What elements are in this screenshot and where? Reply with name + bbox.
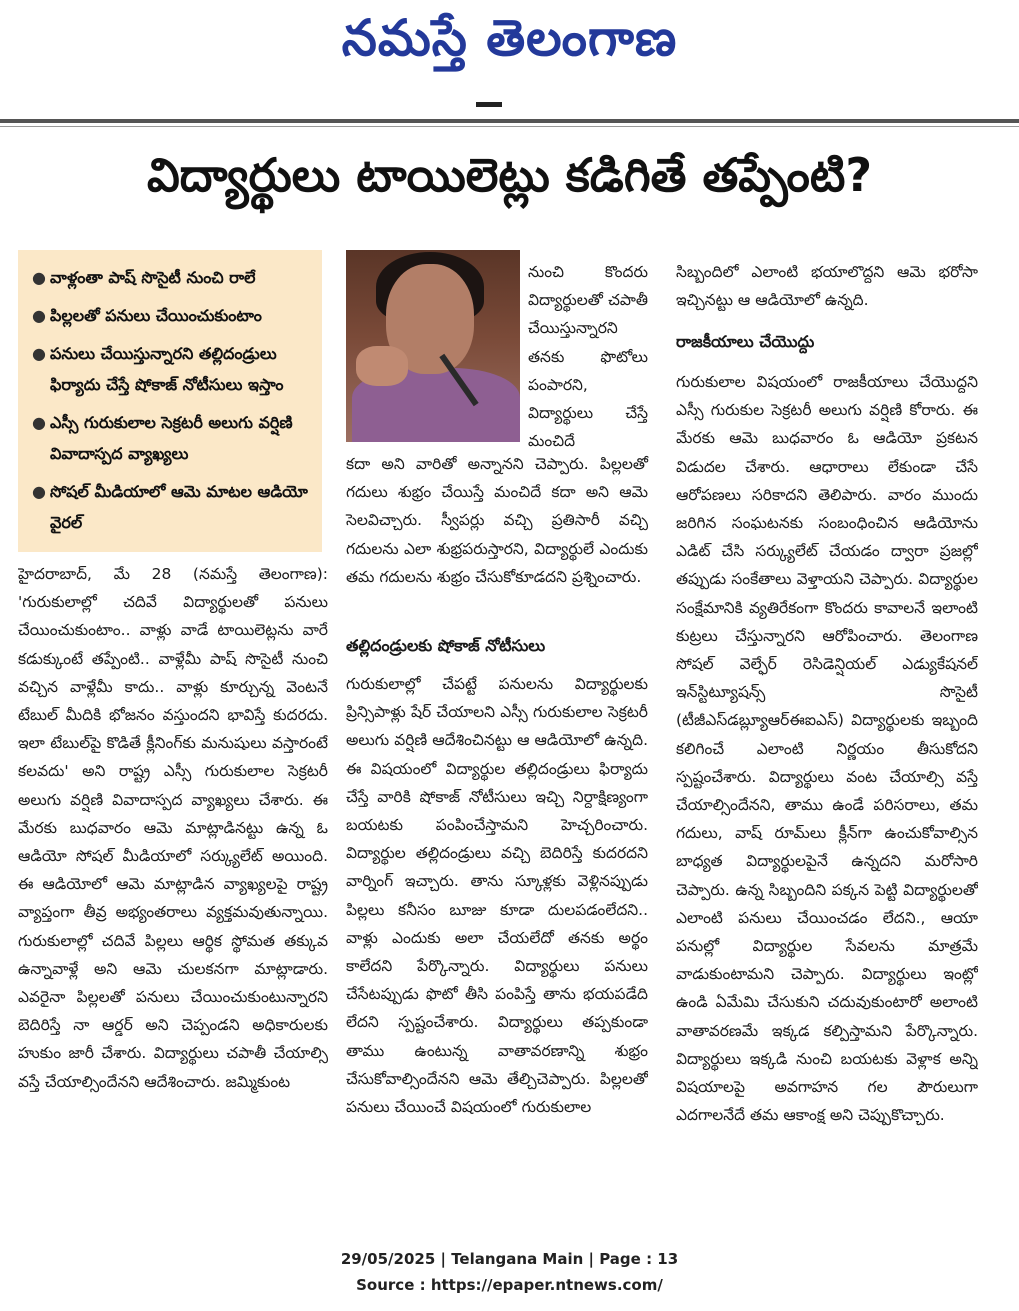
column-3-body: గురుకులాల విషయంలో రాజకీయాలు చేయొద్దని ఎస్సీ గురుకుల సెక్రటరీ అలుగు వర్షిణి కోరారు. ఈ మేరకు ఆమె బుధవారం ఓ ఆడియో ప్రకటన విడుదల చేశారు. ఆధారాలు లేకుండా చేసే ఆరోపణలు సరికాదని తెలిపారు. వారం ముందు జరిగిన సంఘటనకు సంబంధించిన ఆడియోను ఎడిట్ చేసి సర్క్యులేట్ చేయడం ద్వారా ప్రజల్లో తప్పుడు సంకేతాలు వెళ్తాయని చెప్పారు. విద్యార్థుల సంక్షేమానికి వ్యతిరేకంగా కొందరు కావాలనే ఇలాంటి కుట్రలు చేస్తున్నారని ఆరోపించారు. తెలంగాణ సోషల్ వెల్ఫేర్ రెసిడెన్షియల్ ఎడ్యుకేషనల్ ఇన్‌స్టిట్యూషన్స్ సొసైటీ (టీజీఎస్‌డబ్ల్యూఆర్‌ఈఐఎస్) విద్యార్థులకు ఇబ్బంది కలిగించే ఎలాంటి నిర్ణయం తీసుకోదని స్పష్టంచేశారు. విద్యార్థులు వంట చేయాల్సి వస్తే చేయాల్సిందేనని, తాము ఉండే పరిసరాలు, తమ గదులు, వాష్ రూమ్‌లు క్లీన్‌గా ఉంచుకోవాల్సిన బాధ్యత విద్యార్థులపైనే ఉన్నదని మరోసారి చెప్పారు. ఉన్న సిబ్బందిని పక్కన పెట్టి విద్యార్థులతో ఎలాంటి పనులు చేయించడం లేదని., ఆయా పనుల్లో విద్యార్థుల సేవలను మాత్రమే వాడుకుంటామని చెప్పారు. విద్యార్థులు ఇంట్లో ఉండి ఏమేమి చేసుకుని చదువుకుంటారో అలాంటి వాతావరణమే ఇక్కడ కల్పిస్తామని పేర్కొన్నారు. విద్యార్థులు ఇక్కడి నుంచి బయటకు వెళ్లాక అన్ని విషయాలపై అవగాహన గల పౌరులుగా ఎదగాలనేదే తమ ఆకాంక్ష అని చెప్పుకొచ్చారు.: [676, 373, 978, 1125]
masthead-rule: [0, 119, 1019, 123]
column-2-subheading: తల్లిదండ్రులకు షోకాజ్ నోటీసులు: [346, 636, 546, 655]
footer-date-page: 29/05/2025 | Telangana Main | Page : 13: [340, 1250, 679, 1268]
bullet-icon: ●: [32, 482, 46, 501]
masthead: [0, 0, 1019, 128]
highlight-item: ● ఎస్సీ గురుకులాల సెక్రటరీ అలుగు వర్షిణి వివాదాస్పద వ్యాఖ్యలు: [30, 407, 312, 469]
bullet-icon: ●: [32, 268, 46, 287]
highlight-item: ● పిల్లలతో పనులు చేయించుకుంటాం: [30, 300, 312, 331]
highlights-box: [18, 250, 322, 552]
column-3-subheading: రాజకీయాలు చేయొద్దు: [676, 332, 815, 351]
highlight-item: ● పనులు చేయిస్తున్నారని తల్లిదండ్రులు ఫిర్యాదు చేస్తే షోకాజ్ నోటీసులు ఇస్తాం: [30, 338, 312, 400]
footer: [0, 1246, 1019, 1298]
column-1-body: హైదరాబాద్, మే 28 (నమస్తే తెలంగాణ): 'గురుకులాల్లో చదివే విద్యార్థులతో పనులు చేయించుకుంటాం.. వాళ్లు వాడే టాయిలెట్లను వారే కడుక్కుంటే తప్పేంటి.. వాళ్లేమీ పాష్ సొసైటీ నుంచి వచ్చిన వాళ్లేమీ కాదు.. వాళ్లు కూర్చున్న వెంటనే టేబుల్ మీదికి భోజనం వస్తుందని భావిస్తే కుదరదు. ఇలా టేబుల్‌పై కొడితే క్లీనింగ్‌కు మనుషులు వస్తారంటే కలవదు' అని రాష్ట్ర ఎస్సీ గురుకులాల సెక్రటరీ అలుగు వర్షిణి వివాదాస్పద వ్యాఖ్యలు చేశారు. ఈ మేరకు బుధవారం ఆమె మాట్లాడినట్టు ఉన్న ఓ ఆడియో సోషల్ మీడియాలో సర్క్యులేట్ అయింది. ఈ ఆడియోలో ఆమె మాట్లాడిన వ్యాఖ్యలపై రాష్ట్ర వ్యాప్తంగా తీవ్ర అభ్యంతరాలు వ్యక్తమవుతున్నాయి. గురుకులాల్లో చదివే పిల్లలు ఆర్థిక స్థోమత తక్కువ ఉన్నావాళ్లే అని ఆమె చులకనగా మాట్లాడారు. ఎవరైనా పిల్లలతో పనులు చేయించుకుంటున్నారని బెదిరిస్తే నా ఆర్డర్ అని చెప్పండని అధికారులకు హుకుం జారీ చేశారు. విద్యార్థులు చపాతీ చేయాల్సి వస్తే చేయాల్సిందేనని ఆదేశించారు. జమ్మికుంట: [18, 565, 328, 1091]
masthead-rule-thin: [0, 126, 1019, 127]
article-headline: విద్యార్థులు టాయిలెట్లు కడిగితే తప్పేంటి?: [146, 148, 873, 202]
column-2-top-text: నుంచి కొందరు విద్యార్థులతో చపాతీ చేయిస్తున్నారని తనకు ఫొటోలు పంపారని, విద్యార్థులు చేస్తే మంచిదే: [528, 263, 648, 451]
column-3-top-text: సిబ్బందిలో ఎలాంటి భయాలొద్దని ఆమె భరోసా ఇచ్చినట్టు ఆ ఆడియోలో ఉన్నది.: [676, 263, 978, 310]
bullet-icon: ●: [32, 413, 46, 432]
bullet-icon: ●: [32, 344, 46, 363]
column-2-body: గురుకులాల్లో చేపట్టే పనులను విద్యార్థులకు ప్రిన్సిపాళ్లు షేర్ చేయాలని ఎస్సీ గురుకులాల సెక్రటరీ అలుగు వర్షిణి ఆదేశించినట్టు ఆ ఆడియోలో ఉన్నది. ఈ విషయంలో విద్యార్థుల తల్లిదండ్రులు ఫిర్యాదు చేస్తే వారికి షోకాజ్ నోటీసులు ఇచ్చి నిర్దాక్షిణ్యంగా బయటకు పంపించేస్తామని హెచ్చరించారు. విద్యార్థుల తల్లిదండ్రులు వచ్చి బెదిరిస్తే కుదరదని వార్నింగ్ ఇచ్చారు. తాను స్కూళ్లకు వెళ్లినప్పుడు పిల్లలు కనీసం బూజు కూడా దులపడంలేదని.. వాళ్లు ఎందుకు అలా చేయలేదో తనకు అర్థం కాలేదని పేర్కొన్నారు. విద్యార్థులు పనులు చేసేటప్పుడు ఫొటో తీసి పంపిస్తే తాను భయపడేది లేదని స్పష్టంచేశారు. విద్యార్థులు తప్పకుండా తాము ఉంటున్న వాతావరణాన్ని శుభ్రం చేసుకోవాల్సిందేనని ఆమె తేల్చిచెప్పారు. పిల్లలతో పనులు చేయించే విషయంలో గురుకులాల: [346, 675, 648, 1117]
column-2-text: కదా అని వారితో అన్నానని చెప్పారు. పిల్లలతో గదులు శుభ్రం చేయిస్తే మంచిదే కదా అని ఆమె సెలవిచ్చారు. స్వీపర్లు వచ్చి ప్రతిసారీ వచ్చి గదులను ఎలా శుభ్రపరుస్తారని, విద్యార్థులే ఎందుకు తమ గదులను శుభ్రం చేసుకోకూడదని ప్రశ్నించారు.: [346, 455, 648, 586]
bullet-icon: ●: [32, 306, 46, 325]
official-photo: [346, 250, 520, 442]
newspaper-logo: నమస్తే తెలంగాణ: [341, 8, 678, 67]
footer-source: Source : https://epaper.ntnews.com/: [356, 1276, 663, 1294]
masthead-mark: [476, 102, 502, 107]
highlight-item: ● వాళ్లంతా పాష్ సొసైటీ నుంచి రాలే: [30, 262, 312, 293]
highlight-item: ● సోషల్ మీడియాలో ఆమె మాటల ఆడియో వైరల్: [30, 476, 312, 538]
